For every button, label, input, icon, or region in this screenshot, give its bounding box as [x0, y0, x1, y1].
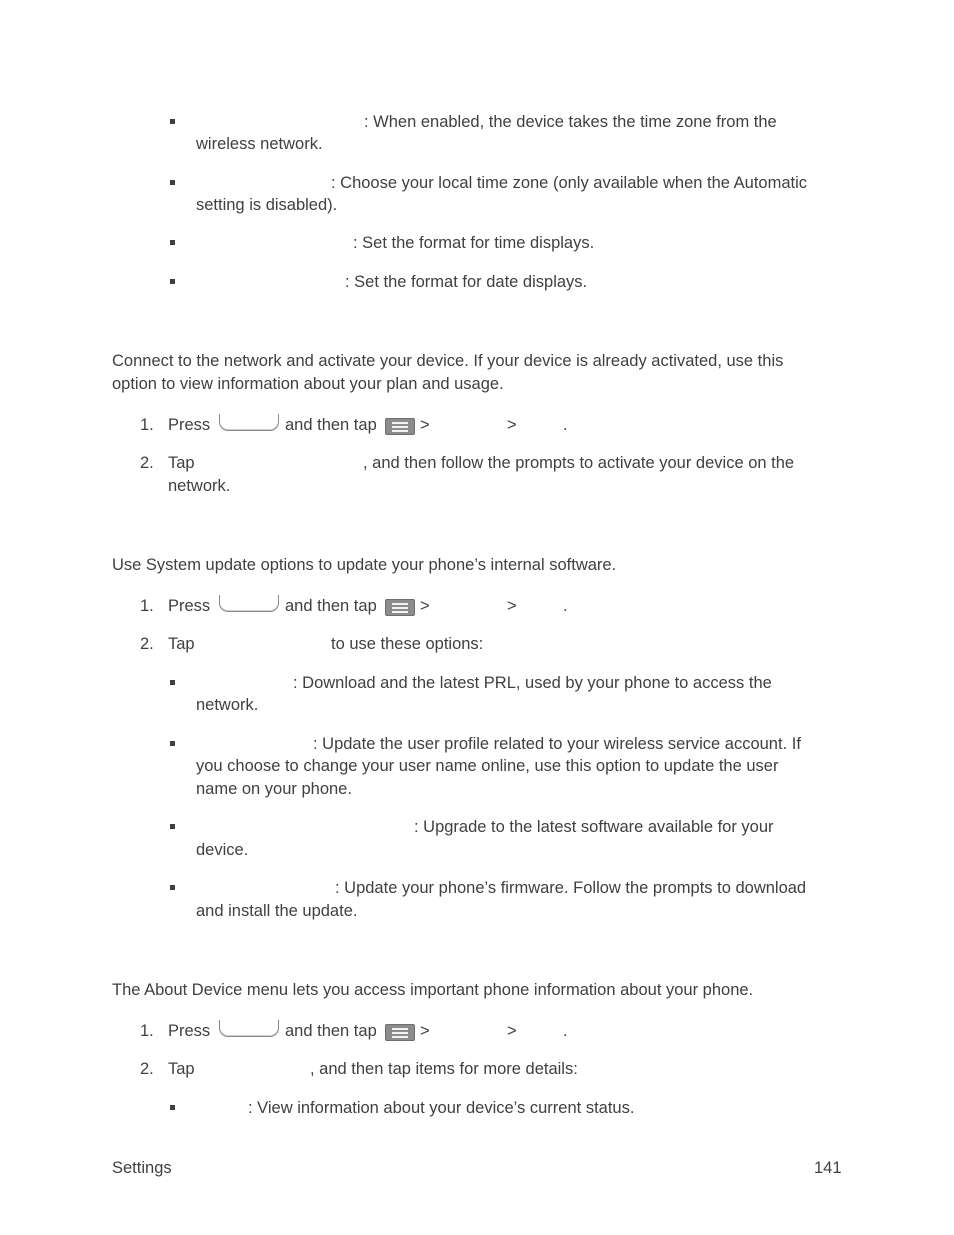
activate-step1-period: .: [563, 416, 568, 434]
system-update-step2-number: 2.: [140, 635, 154, 653]
about-step1-gt1: >: [420, 1022, 430, 1040]
update-firmware-description-cont: and install the update.: [196, 902, 358, 920]
activate-step2-text-cont: network.: [168, 477, 231, 495]
activate-step2-tap: Tap: [168, 454, 195, 472]
bullet-marker: [170, 180, 175, 185]
select-timezone-description-cont: setting is disabled).: [196, 196, 338, 214]
about-step1-period: .: [563, 1022, 568, 1040]
bullet-marker: [170, 741, 175, 746]
system-update-step1-press: Press: [168, 597, 211, 615]
bullet-marker: [170, 279, 175, 284]
system-update-step1-gt2: >: [507, 597, 517, 615]
date-format-description: : Set the format for date displays.: [345, 273, 588, 291]
about-step1-number: 1.: [140, 1022, 154, 1040]
activate-step2-number: 2.: [140, 454, 154, 472]
update-profile-description: : Update the user profile related to your wireless service account. If: [313, 735, 801, 753]
activate-step1-number: 1.: [140, 416, 154, 434]
menu-key-icon: [385, 1024, 415, 1041]
bullet-marker: [170, 1105, 175, 1110]
update-firmware-description: : Update your phone’s firmware. Follow the prompts to download: [335, 879, 807, 897]
upgrade-software-description: : Upgrade to the latest software available for your: [414, 818, 774, 836]
bullet-marker: [170, 885, 175, 890]
activate-step2-text: , and then follow the prompts to activate your device on the: [363, 454, 795, 472]
activate-step1-and-then-tap: and then tap: [285, 416, 377, 434]
update-prl-description-cont: network.: [196, 696, 259, 714]
footer-section-title: Settings: [112, 1159, 172, 1177]
update-profile-description-cont2: name on your phone.: [196, 780, 352, 798]
activate-step1-gt2: >: [507, 416, 517, 434]
system-update-step1-period: .: [563, 597, 568, 615]
menu-key-icon: [385, 599, 415, 616]
home-key-icon: [219, 595, 279, 612]
update-profile-description-cont1: you choose to change your user name online, use this option to update the user: [196, 757, 779, 775]
menu-key-icon: [385, 418, 415, 435]
system-update-step2-tap: Tap: [168, 635, 195, 653]
system-update-step1-and-then-tap: and then tap: [285, 597, 377, 615]
system-update-intro: Use System update options to update your phone’s internal software.: [112, 556, 617, 574]
about-step2-number: 2.: [140, 1060, 154, 1078]
activate-step1-press: Press: [168, 416, 211, 434]
time-format-description: : Set the format for time displays.: [353, 234, 595, 252]
about-step1-and-then-tap: and then tap: [285, 1022, 377, 1040]
about-step1-press: Press: [168, 1022, 211, 1040]
about-step1-gt2: >: [507, 1022, 517, 1040]
home-key-icon: [219, 414, 279, 431]
activate-intro-line2: option to view information about your plan and usage.: [112, 375, 504, 393]
home-key-icon: [219, 1020, 279, 1037]
activate-intro-line1: Connect to the network and activate your device. If your device is already activated, use this: [112, 352, 784, 370]
system-update-step1-gt1: >: [420, 597, 430, 615]
auto-timezone-description: : When enabled, the device takes the time zone from the: [364, 113, 777, 131]
upgrade-software-description-cont: device.: [196, 841, 249, 859]
about-intro: The About Device menu lets you access important phone information about your phone.: [112, 981, 754, 999]
bullet-marker: [170, 119, 175, 124]
bullet-marker: [170, 824, 175, 829]
bullet-marker: [170, 680, 175, 685]
about-step2-text: , and then tap items for more details:: [310, 1060, 578, 1078]
status-description: : View information about your device’s current status.: [248, 1099, 635, 1117]
activate-step1-gt1: >: [420, 416, 430, 434]
auto-timezone-description-cont: wireless network.: [196, 135, 323, 153]
update-prl-description: : Download and the latest PRL, used by your phone to access the: [293, 674, 772, 692]
bullet-marker: [170, 240, 175, 245]
system-update-step1-number: 1.: [140, 597, 154, 615]
page-number: 141: [814, 1159, 842, 1177]
system-update-step2-text: to use these options:: [331, 635, 484, 653]
select-timezone-description: : Choose your local time zone (only available when the Automatic: [331, 174, 808, 192]
about-step2-tap: Tap: [168, 1060, 195, 1078]
